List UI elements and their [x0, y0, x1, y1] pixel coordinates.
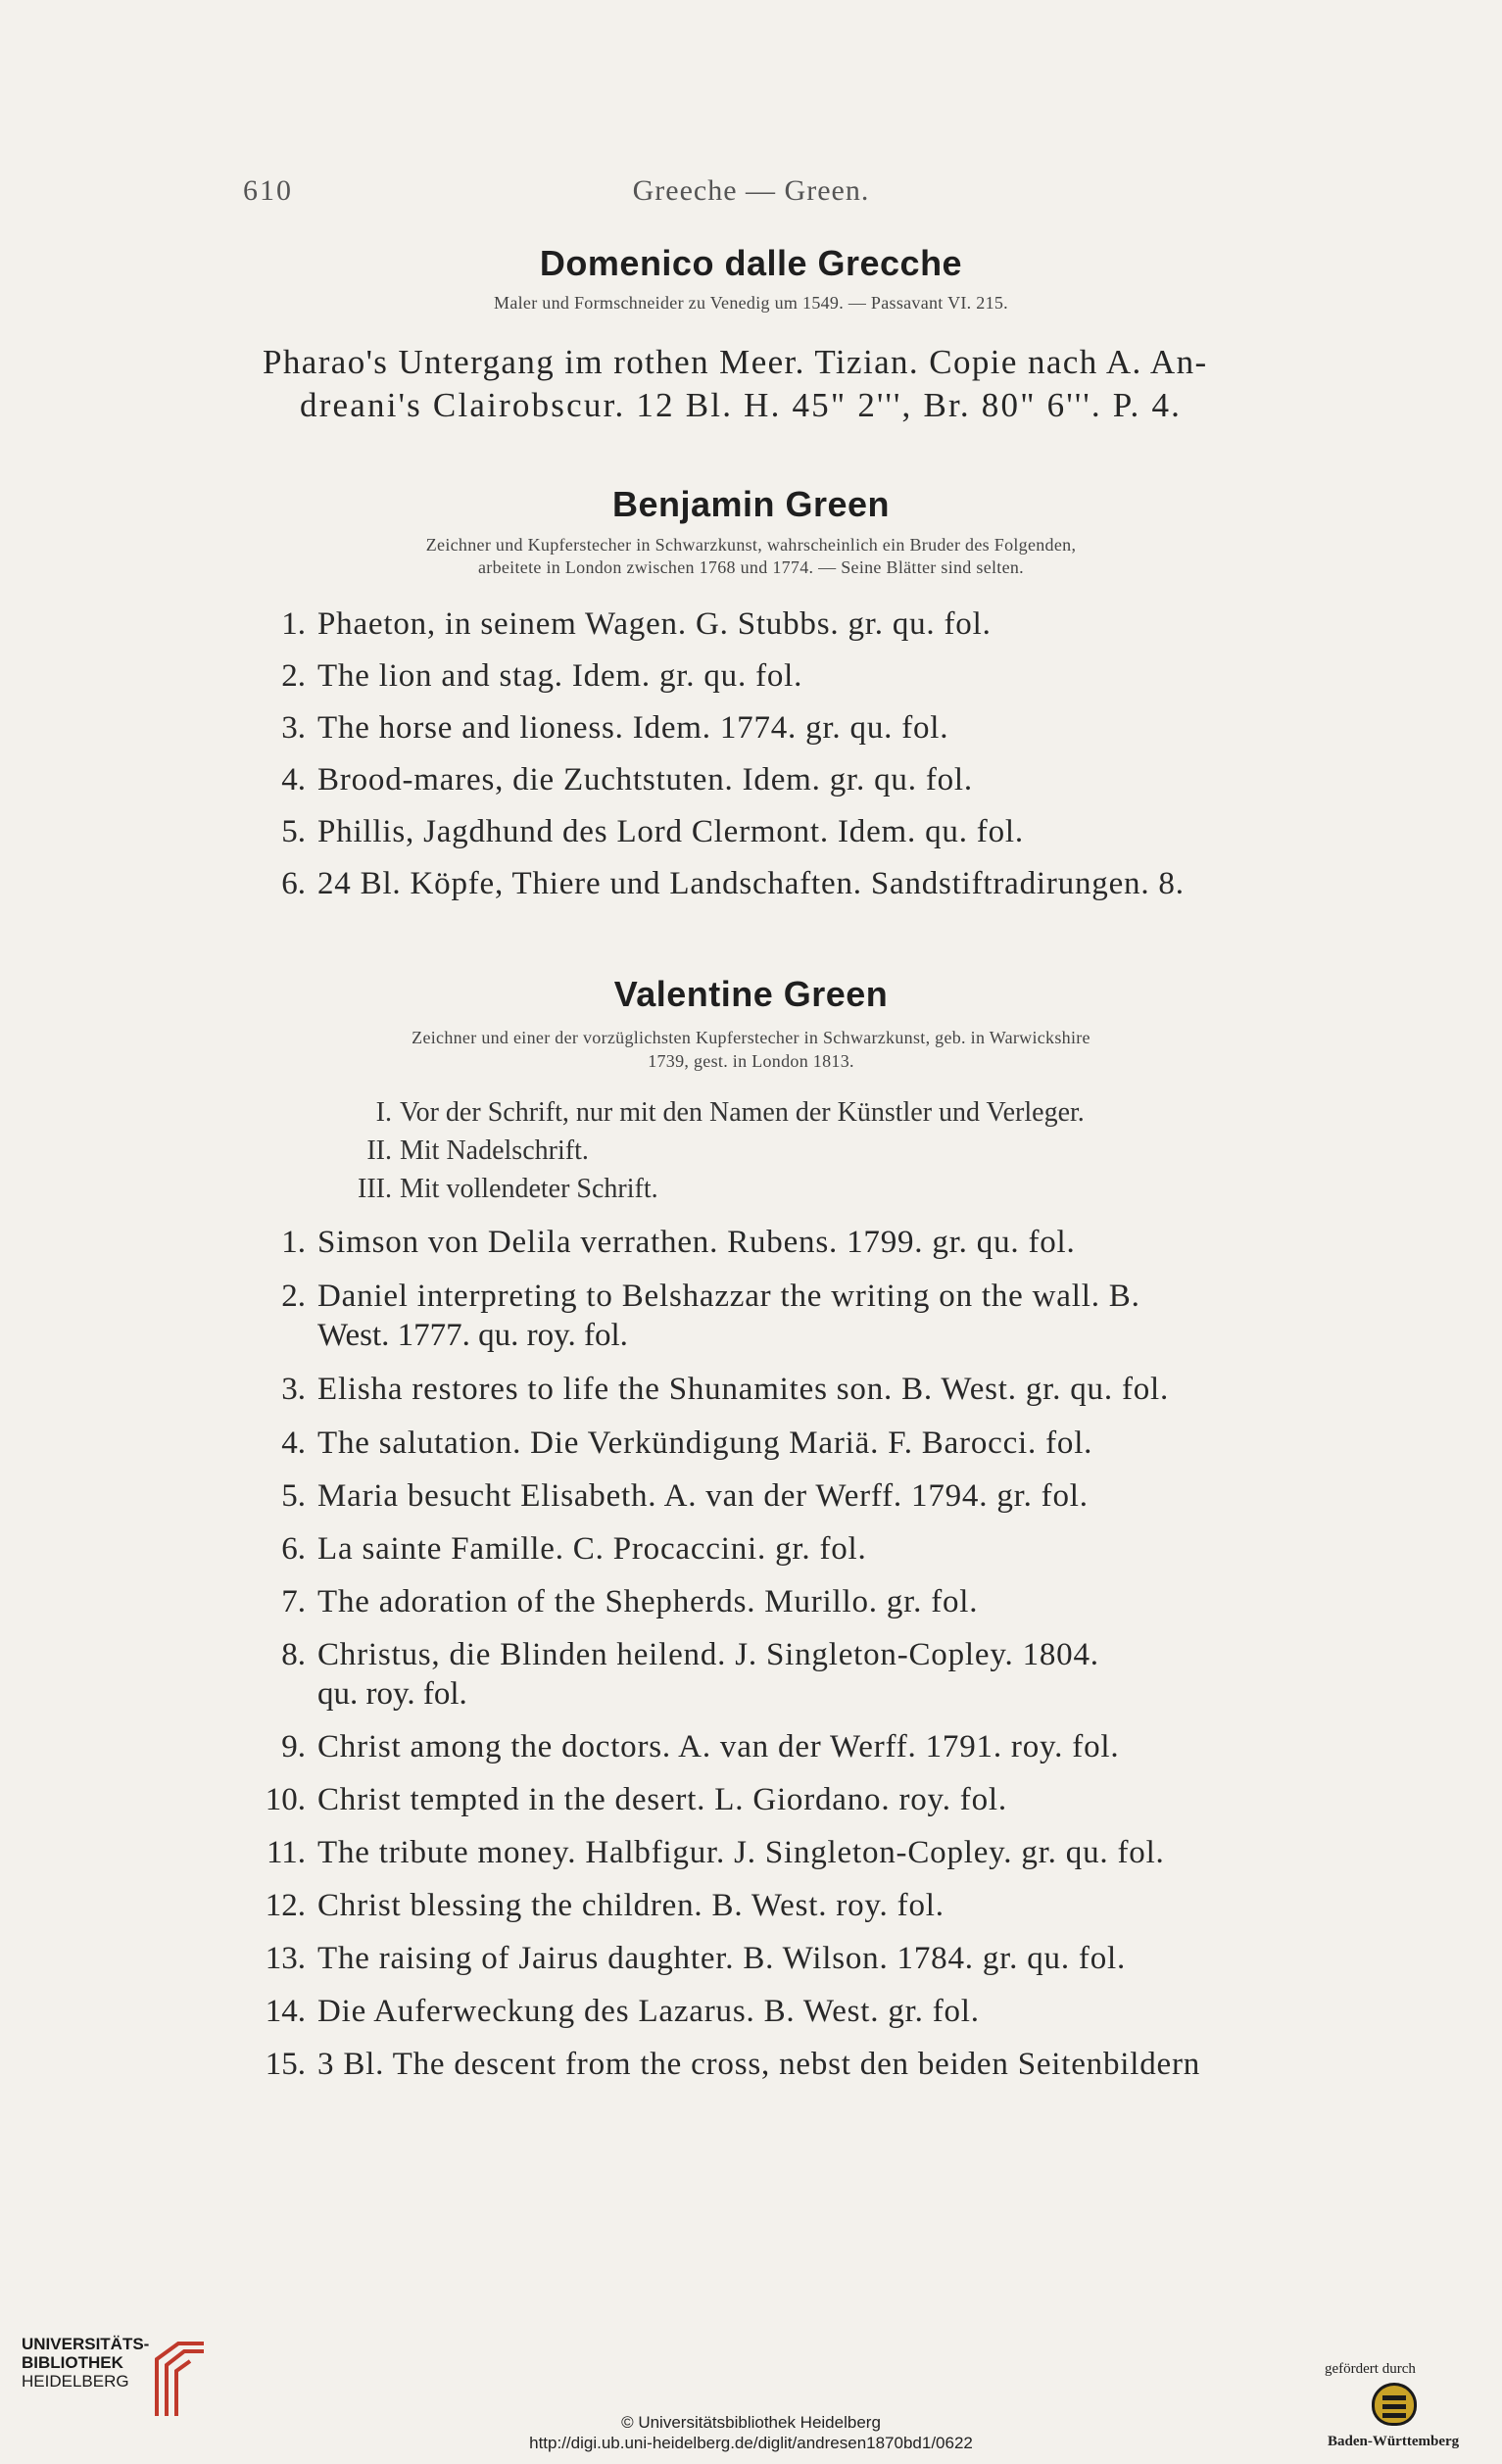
item-number: 6. [281, 866, 306, 901]
library-name-line1: UNIVERSITÄTS- [22, 2335, 150, 2353]
list-item-continuation: West. 1777. qu. roy. fol. [317, 1318, 628, 1353]
library-emblem-icon [149, 2340, 210, 2418]
item-number: 1. [281, 606, 306, 642]
state-number: I. [375, 1097, 392, 1128]
item-text: Christ blessing the children. B. West. roy. fol. [317, 1888, 945, 1923]
list-item [251, 762, 973, 798]
list-item [251, 606, 992, 643]
item-text: 24 Bl. Köpfe, Thiere und Landschaften. Sandstiftradirungen. 8. [317, 866, 1185, 901]
list-item [251, 710, 948, 747]
item-text: The salutation. Die Verkündigung Mariä. F. Barocci. fol. [317, 1425, 1093, 1461]
item-text: Die Auferweckung des Lazarus. B. West. gr. fol. [317, 1994, 980, 2029]
library-logo[interactable] [22, 2335, 149, 2391]
page-number: 610 [243, 174, 293, 207]
list-item [251, 1425, 1092, 1462]
library-name-line3: HEIDELBERG [22, 2372, 129, 2391]
section-subtitle-benjamin: arbeitete in London zwischen 1768 und 1774. — Seine Blätter sind selten. [478, 557, 1024, 577]
permalink[interactable]: http://digi.ub.uni-heidelberg.de/diglit/andresen1870bd1/0622 [529, 2434, 973, 2452]
list-item-continuation: qu. roy. fol. [317, 1676, 467, 1712]
item-text: Simson von Delila verrathen. Rubens. 1799. gr. qu. fol. [317, 1225, 1076, 1260]
item-text: 3 Bl. The descent from the cross, nebst den beiden Seitenbildern [317, 2047, 1201, 2082]
paragraph-line: Pharao's Untergang im rothen Meer. Tizian. Copie nach A. An- [263, 343, 1208, 381]
item-text: The tribute money. Halbfigur. J. Singleton-Copley. gr. qu. fol. [317, 1835, 1165, 1870]
list-item [251, 1531, 867, 1568]
list-item [251, 1279, 1140, 1315]
item-number: 5. [281, 1478, 306, 1514]
copyright-notice: © Universitätsbibliothek Heidelberg [621, 2413, 881, 2432]
item-number: 13. [265, 1941, 306, 1976]
list-item [251, 1941, 1126, 1977]
item-text: Christ tempted in the desert. L. Giordano. roy. fol. [317, 1782, 1007, 1817]
list-item [251, 1729, 1119, 1765]
item-number: 12. [265, 1888, 306, 1923]
list-item [251, 1835, 1165, 1871]
section-title-benjamin: Benjamin Green [611, 484, 891, 524]
list-item [251, 2047, 1200, 2083]
list-item [251, 1994, 980, 2030]
state-text: Mit Nadelschrift. [400, 1135, 589, 1166]
item-number: 11. [266, 1835, 306, 1870]
list-item [251, 1225, 1076, 1261]
item-number: 6. [281, 1531, 306, 1567]
item-number: 3. [281, 1372, 306, 1407]
item-text: Brood-mares, die Zuchtstuten. Idem. gr. qu. fol. [317, 762, 973, 797]
item-number: 5. [281, 814, 306, 849]
state-name: Baden-Württemberg [1328, 2434, 1460, 2449]
library-name-line2: BIBLIOTHEK [22, 2353, 123, 2372]
item-text: The raising of Jairus daughter. B. Wilson. 1784. gr. qu. fol. [317, 1941, 1127, 1976]
list-item [251, 1478, 1089, 1515]
section-subtitle-valentine: 1739, gest. in London 1813. [648, 1051, 854, 1071]
list-item [251, 866, 1185, 902]
item-number: 15. [265, 2047, 306, 2082]
item-number: 1. [281, 1225, 306, 1260]
paragraph-line: dreani's Clairobscur. 12 Bl. H. 45" 2''', Br. 80" 6'''. P. 4. [300, 386, 1183, 424]
item-text: Christus, die Blinden heilend. J. Singleton-Copley. 1804. [317, 1637, 1099, 1672]
state-item [333, 1097, 1085, 1129]
item-number: 9. [281, 1729, 306, 1764]
state-number: III. [358, 1174, 392, 1204]
section-title-valentine: Valentine Green [613, 974, 889, 1014]
coat-of-arms-icon [1372, 2383, 1417, 2426]
item-text: Elisha restores to life the Shunamites son. B. West. gr. qu. fol. [317, 1372, 1170, 1407]
item-number: 7. [281, 1584, 306, 1619]
item-number: 3. [281, 710, 306, 746]
item-number: 2. [281, 658, 306, 694]
list-item [251, 1372, 1169, 1408]
item-text: Maria besucht Elisabeth. A. van der Werff. 1794. gr. fol. [317, 1478, 1089, 1514]
state-text: Mit vollendeter Schrift. [400, 1174, 658, 1204]
list-item [251, 1637, 1099, 1673]
item-text: The adoration of the Shepherds. Murillo. gr. fol. [317, 1584, 979, 1619]
funded-by-label: gefördert durch [1325, 2361, 1416, 2377]
list-item [251, 1782, 1007, 1818]
item-text: Phillis, Jagdhund des Lord Clermont. Idem. qu. fol. [317, 814, 1024, 849]
item-number: 2. [281, 1279, 306, 1314]
item-number: 14. [265, 1994, 306, 2029]
list-item [251, 1888, 945, 1924]
item-text: The lion and stag. Idem. gr. qu. fol. [317, 658, 803, 694]
item-number: 8. [281, 1637, 306, 1672]
item-text: La sainte Famille. C. Procaccini. gr. fol. [317, 1531, 867, 1567]
list-item [251, 1584, 978, 1620]
item-text: Daniel interpreting to Belshazzar the writing on the wall. B. [317, 1279, 1140, 1314]
state-number: II. [366, 1135, 392, 1166]
item-number: 4. [281, 762, 306, 797]
item-text: Phaeton, in seinem Wagen. G. Stubbs. gr. qu. fol. [317, 606, 992, 642]
section-title-grecche: Domenico dalle Grecche [539, 243, 963, 283]
item-number: 10. [265, 1782, 306, 1817]
state-item [333, 1135, 589, 1167]
state-item [333, 1174, 658, 1205]
list-item [251, 658, 802, 695]
section-subtitle-valentine: Zeichner und einer der vorzüglichsten Kupferstecher in Schwarzkunst, geb. in Warwickshire [412, 1028, 1090, 1047]
list-item [251, 814, 1024, 850]
section-subtitle-benjamin: Zeichner und Kupferstecher in Schwarzkunst, wahrscheinlich ein Bruder des Folgenden, [425, 535, 1077, 555]
running-title: Greeche — Green. [632, 174, 870, 207]
item-number: 4. [281, 1425, 306, 1461]
item-text: Christ among the doctors. A. van der Werff. 1791. roy. fol. [317, 1729, 1120, 1764]
section-subtitle-grecche: Maler und Formschneider zu Venedig um 1549. — Passavant VI. 215. [494, 293, 1008, 313]
item-text: The horse and lioness. Idem. 1774. gr. qu. fol. [317, 710, 949, 746]
state-text: Vor der Schrift, nur mit den Namen der Künstler und Verleger. [400, 1097, 1085, 1128]
